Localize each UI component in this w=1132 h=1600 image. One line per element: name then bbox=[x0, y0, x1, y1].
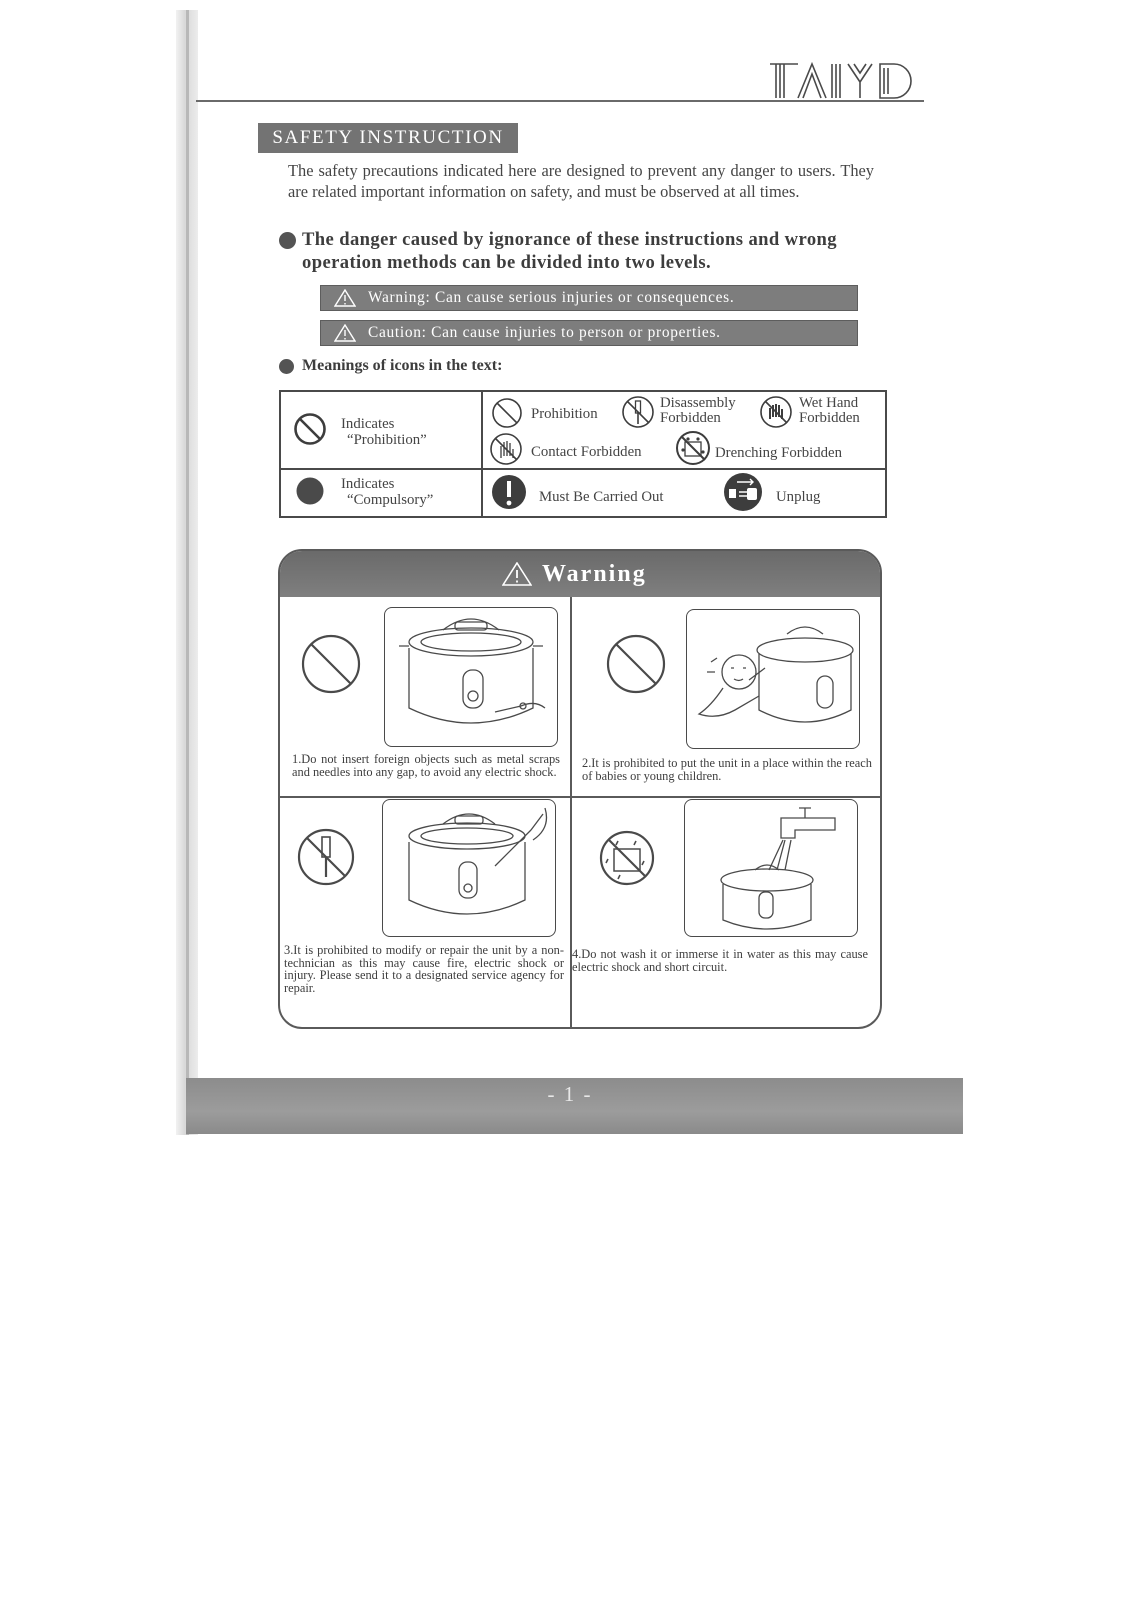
bullet-dot bbox=[279, 232, 296, 249]
warning-text-4: 4.Do not wash it or immerse it in water as this may cause electric shock and short circuit. bbox=[572, 947, 868, 974]
caution-level-text: Caution: Can cause injuries to person or properties. bbox=[368, 324, 721, 341]
baby-and-cooker-illustration bbox=[687, 610, 859, 748]
taiyo-logo bbox=[768, 58, 916, 102]
warning-text-3: 3.It is prohibited to modify or repair the unit by a non-technician as this may cause fire, electric shock or injury. Please send it to a designated service agency for repair. bbox=[284, 943, 564, 995]
cooker-screwdriver-illustration bbox=[383, 800, 555, 936]
unplug-label: Unplug bbox=[776, 489, 821, 505]
compulsory-legend-label: Indicates bbox=[341, 476, 395, 492]
prohibition-icon bbox=[605, 633, 667, 695]
page-number: - 1 - bbox=[547, 1082, 593, 1106]
compulsory-dot-icon bbox=[295, 476, 325, 506]
disassembly-label-2: Forbidden bbox=[660, 410, 721, 426]
prohibition-icon bbox=[293, 412, 327, 446]
scan-binding-line bbox=[186, 10, 189, 1135]
disassembly-label-1: Disassembly bbox=[660, 395, 736, 411]
wet-hand-forbidden-icon bbox=[759, 395, 793, 429]
illustration-child-reach bbox=[686, 609, 860, 749]
intro-paragraph: The safety precautions indicated here are designed to prevent any danger to users. They are related important information on safety, and must be observed at all times. bbox=[288, 161, 874, 201]
warning-triangle-icon bbox=[334, 324, 356, 342]
warning-text-1: 1.Do not insert foreign objects such as metal scraps and needles into any gap, to avoid any electric shock. bbox=[292, 752, 560, 779]
disassembly-forbidden-icon bbox=[621, 395, 655, 429]
warning-panel-title: Warning bbox=[542, 561, 647, 587]
drenching-forbidden-icon bbox=[675, 430, 711, 466]
illustration-foreign-objects bbox=[384, 607, 558, 747]
must-be-carried-out-label: Must Be Carried Out bbox=[539, 489, 664, 505]
table-divider bbox=[281, 468, 885, 470]
illustration-no-washing bbox=[684, 799, 858, 937]
warning-level-text: Warning: Can cause serious injuries or consequences. bbox=[368, 289, 735, 306]
drenching-forbidden-icon bbox=[598, 829, 656, 887]
header-rule bbox=[196, 100, 924, 102]
wet-hand-label-2: Forbidden bbox=[799, 410, 860, 426]
compulsory-legend-quote: “Compulsory” bbox=[347, 492, 434, 508]
icon-legend-table bbox=[279, 390, 887, 518]
cooker-under-tap-illustration bbox=[685, 800, 857, 936]
table-divider bbox=[481, 392, 483, 516]
section-title: SAFETY INSTRUCTION bbox=[258, 123, 518, 153]
panel-divider bbox=[280, 796, 880, 798]
disassembly-forbidden-icon bbox=[296, 827, 356, 887]
illustration-no-modification bbox=[382, 799, 556, 937]
bullet-dot bbox=[279, 359, 294, 374]
warning-triangle-icon bbox=[502, 562, 532, 586]
drenching-forbidden-label: Drenching Forbidden bbox=[715, 445, 842, 461]
warning-text-2: 2.It is prohibited to put the unit in a place within the reach of babies or young children. bbox=[582, 756, 872, 783]
exclamation-icon bbox=[491, 474, 527, 510]
unplug-icon bbox=[723, 472, 763, 512]
prohibition-legend-label: Indicates bbox=[341, 416, 395, 432]
warning-triangle-icon bbox=[334, 289, 356, 307]
rice-cooker-illustration bbox=[385, 608, 557, 746]
warning-panel-header bbox=[280, 551, 880, 597]
contact-forbidden-label: Contact Forbidden bbox=[531, 444, 642, 460]
warning-level-band bbox=[320, 285, 858, 311]
prohibition-icon bbox=[300, 633, 362, 695]
meanings-heading: Meanings of icons in the text: bbox=[302, 357, 503, 374]
prohibition-label: Prohibition bbox=[531, 406, 598, 422]
wet-hand-label-1: Wet Hand bbox=[799, 395, 859, 411]
prohibition-legend-quote: “Prohibition” bbox=[347, 432, 427, 448]
caution-level-band bbox=[320, 320, 858, 346]
danger-heading: The danger caused by ignorance of these instructions and wrong operation methods can be divided into two levels. bbox=[302, 229, 837, 273]
contact-forbidden-icon bbox=[489, 432, 523, 466]
prohibition-icon bbox=[491, 397, 523, 429]
warning-panel bbox=[278, 549, 882, 1029]
